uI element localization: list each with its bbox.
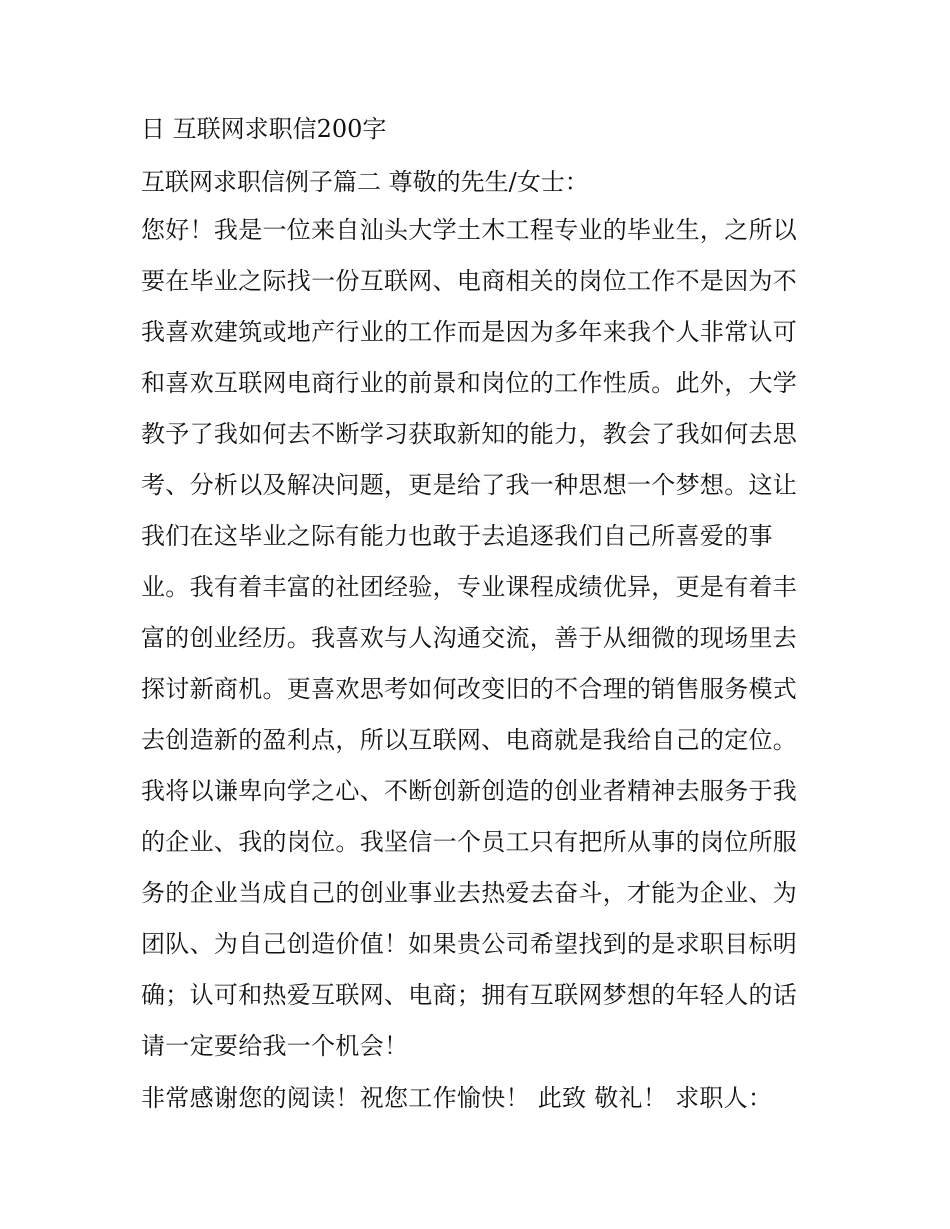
body-line: 团队、为自己创造价值！如果贵公司希望找到的是求职目标明 xyxy=(141,930,798,958)
body-line: 和喜欢互联网电商行业的前景和岗位的工作性质。此外，大学 xyxy=(141,369,798,397)
body-line: 的企业、我的岗位。我坚信一个员工只有把所从事的岗位所服 xyxy=(141,828,798,856)
body-line: 我们在这毕业之际有能力也敢于去追逐我们自己所喜爱的事 xyxy=(141,522,773,550)
document-heading: 日 互联网求职信200字 xyxy=(141,115,387,143)
body-line: 考、分析以及解决问题，更是给了我一种思想一个梦想。这让 xyxy=(141,471,798,499)
body-line: 我喜欢建筑或地产行业的工作而是因为多年来我个人非常认可 xyxy=(141,318,798,346)
closing-line: 非常感谢您的阅读！祝您工作愉快！ 此致 敬礼！ 求职人： xyxy=(141,1084,773,1112)
body-line: 探讨新商机。更喜欢思考如何改变旧的不合理的销售服务模式 xyxy=(141,675,798,703)
body-line: 务的企业当成自己的创业事业去热爱去奋斗，才能为企业、为 xyxy=(141,879,798,907)
body-line: 我将以谦卑向学之心、不断创新创造的创业者精神去服务于我 xyxy=(141,777,798,805)
body-line: 业。我有着丰富的社团经验，专业课程成绩优异，更是有着丰 xyxy=(141,573,798,601)
body-line: 去创造新的盈利点，所以互联网、电商就是我给自己的定位。 xyxy=(141,726,798,754)
body-line: 要在毕业之际找一份互联网、电商相关的岗位工作不是因为不 xyxy=(141,267,798,295)
body-line: 确；认可和热爱互联网、电商；拥有互联网梦想的年轻人的话 xyxy=(141,981,798,1009)
body-line: 教予了我如何去不断学习获取新知的能力，教会了我如何去思 xyxy=(141,420,798,448)
body-line: 您好！我是一位来自汕头大学土木工程专业的毕业生，之所以 xyxy=(141,216,798,244)
document-subheading: 互联网求职信例子篇二 尊敬的先生/女士： xyxy=(141,168,589,196)
body-line: 请一定要给我一个机会！ xyxy=(141,1032,409,1060)
body-line: 富的创业经历。我喜欢与人沟通交流，善于从细微的现场里去 xyxy=(141,624,798,652)
